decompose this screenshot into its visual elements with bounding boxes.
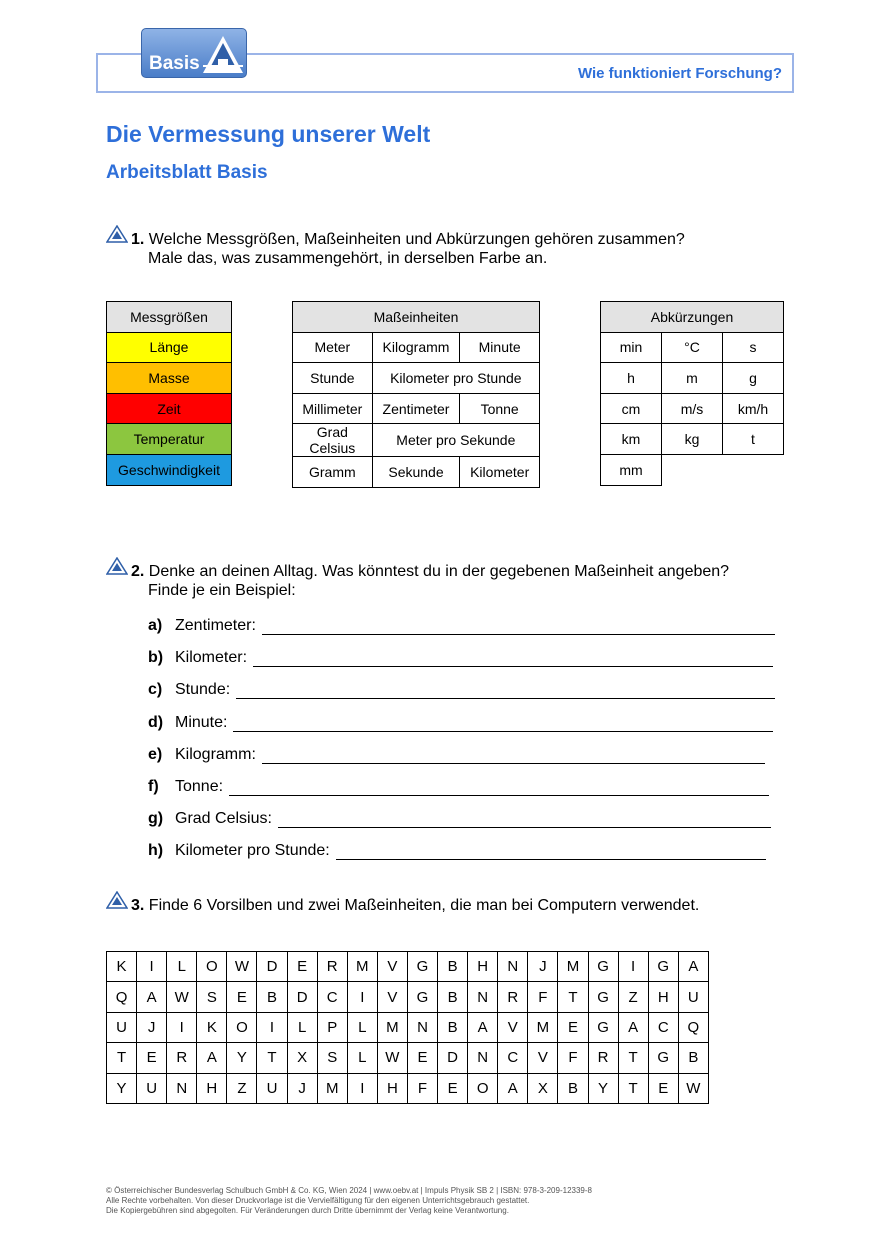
item-label: Grad Celsius: — [175, 810, 272, 828]
grid-letter[interactable]: G — [407, 952, 437, 982]
table-cell[interactable]: km — [601, 424, 662, 455]
table-header: Maßeinheiten — [293, 302, 540, 333]
footer-line: Alle Rechte vorbehalten. Von dieser Druckvorlage ist die Vervielfältigung für den eigenen Unterrichtsgebrauch gestattet. — [106, 1196, 530, 1205]
grid-letter[interactable]: A — [137, 982, 167, 1012]
abkuerzungen-table — [600, 301, 784, 486]
grid-letter[interactable]: G — [588, 1012, 618, 1042]
grid-letter[interactable]: A — [498, 1073, 528, 1103]
grid-letter[interactable]: A — [618, 1012, 648, 1042]
cell-temperatur[interactable]: Temperatur — [107, 424, 232, 455]
item-letter: b) — [148, 649, 164, 667]
grid-letter[interactable]: M — [558, 952, 588, 982]
grid-letter[interactable]: I — [618, 952, 648, 982]
header-subject: Wie funktioniert Forschung? — [577, 65, 782, 82]
grid-letter[interactable]: E — [137, 1043, 167, 1073]
answer-line[interactable] — [233, 731, 773, 732]
basis-triangle-icon — [106, 891, 128, 909]
task-number: 3. — [131, 897, 145, 914]
table-cell[interactable]: Grad Celsius — [293, 424, 373, 457]
footer-line: Die Kopiergebühren sind abgegolten. Für Veränderungen durch Dritte übernimmt der Verlag keine Verantwortung. — [106, 1206, 509, 1215]
grid-letter[interactable]: J — [137, 1012, 167, 1042]
table-cell[interactable]: Zentimeter — [372, 393, 460, 424]
grid-letter[interactable]: X — [528, 1073, 558, 1103]
footer-line: © Österreichischer Bundesverlag Schulbuch GmbH & Co. KG, Wien 2024 | www.oebv.at | Impuls Physik SB 2 | ISBN: 978-3-209-12339-8 — [106, 1186, 592, 1195]
item-label: Stunde: — [175, 681, 231, 699]
answer-item — [148, 778, 788, 810]
grid-letter[interactable]: C — [648, 1012, 678, 1042]
grid-letter[interactable]: O — [197, 952, 227, 982]
grid-letter[interactable]: U — [678, 982, 708, 1012]
item-letter: e) — [148, 745, 163, 763]
grid-row — [107, 1043, 709, 1073]
table-cell[interactable]: m/s — [662, 393, 723, 424]
grid-letter[interactable]: V — [377, 982, 407, 1012]
basis-triangle-icon — [106, 225, 128, 243]
grid-letter[interactable]: N — [167, 1073, 197, 1103]
grid-letter[interactable]: B — [438, 1012, 468, 1042]
grid-letter[interactable]: Y — [588, 1073, 618, 1103]
answer-item — [148, 746, 788, 778]
grid-letter[interactable]: W — [227, 952, 257, 982]
item-label: Kilometer pro Stunde: — [175, 842, 330, 860]
task-text-line1: Denke an deinen Alltag. Was könntest du in der gegebenen Maßeinheit angeben? — [148, 563, 730, 580]
grid-letter[interactable]: H — [377, 1073, 407, 1103]
grid-letter[interactable]: T — [257, 1043, 287, 1073]
grid-letter[interactable]: E — [287, 952, 317, 982]
answer-line[interactable] — [253, 666, 773, 667]
table-cell[interactable]: Minute — [460, 332, 540, 363]
grid-letter[interactable]: G — [588, 952, 618, 982]
grid-letter[interactable]: L — [347, 1012, 377, 1042]
grid-letter[interactable]: W — [678, 1073, 708, 1103]
grid-letter[interactable]: B — [558, 1073, 588, 1103]
basis-logo — [141, 28, 247, 78]
item-letter: d) — [148, 713, 164, 731]
grid-letter[interactable]: G — [588, 982, 618, 1012]
grid-letter[interactable]: P — [317, 1012, 347, 1042]
table-cell[interactable]: Sekunde — [372, 457, 460, 488]
item-label: Minute: — [175, 713, 228, 731]
answer-line[interactable] — [262, 634, 775, 635]
grid-letter[interactable]: X — [287, 1043, 317, 1073]
grid-letter[interactable]: Y — [227, 1043, 257, 1073]
grid-letter[interactable]: S — [197, 982, 227, 1012]
grid-letter[interactable]: L — [167, 952, 197, 982]
grid-letter[interactable]: A — [678, 952, 708, 982]
task-3-instructions — [131, 896, 699, 915]
grid-letter[interactable]: E — [648, 1073, 678, 1103]
cell-laenge[interactable]: Länge — [107, 332, 232, 363]
table-cell[interactable]: km/h — [723, 393, 784, 424]
table-cell[interactable]: Stunde — [293, 363, 373, 394]
grid-letter[interactable]: I — [347, 1073, 377, 1103]
grid-letter[interactable]: E — [407, 1043, 437, 1073]
table-cell[interactable]: kg — [662, 424, 723, 455]
grid-letter[interactable]: D — [257, 952, 287, 982]
messgroessen-table — [106, 301, 232, 486]
answer-list — [148, 617, 788, 875]
grid-letter[interactable]: K — [197, 1012, 227, 1042]
grid-letter[interactable]: D — [438, 1043, 468, 1073]
item-label: Kilometer: — [175, 649, 248, 667]
basis-triangle-icon — [106, 557, 128, 575]
masseinheiten-table — [292, 301, 540, 488]
grid-letter[interactable]: M — [377, 1012, 407, 1042]
grid-letter[interactable]: J — [287, 1073, 317, 1103]
table-cell[interactable]: g — [723, 363, 784, 394]
answer-item — [148, 842, 788, 874]
page-title: Die Vermessung unserer Welt — [106, 121, 431, 147]
task-1-instructions — [131, 230, 685, 268]
grid-letter[interactable]: G — [648, 952, 678, 982]
grid-letter[interactable]: C — [317, 982, 347, 1012]
cell-masse[interactable]: Masse — [107, 363, 232, 394]
table-header: Abkürzungen — [601, 302, 784, 333]
answer-item — [148, 649, 788, 681]
grid-letter[interactable]: B — [678, 1043, 708, 1073]
task-text-line1: Finde 6 Vorsilben und zwei Maßeinheiten, die man bei Computern verwendet. — [148, 897, 700, 914]
grid-letter[interactable]: F — [558, 1043, 588, 1073]
grid-letter[interactable]: B — [438, 982, 468, 1012]
grid-letter[interactable]: B — [257, 982, 287, 1012]
table-cell[interactable]: h — [601, 363, 662, 394]
grid-letter[interactable]: Y — [107, 1073, 137, 1103]
grid-letter[interactable]: R — [317, 952, 347, 982]
grid-letter[interactable]: M — [317, 1073, 347, 1103]
grid-letter[interactable]: N — [468, 982, 498, 1012]
grid-letter[interactable]: O — [227, 1012, 257, 1042]
logo-text: Basis — [149, 53, 200, 74]
table-cell[interactable]: Meter pro Sekunde — [372, 424, 539, 457]
answer-line[interactable] — [229, 795, 769, 796]
grid-letter[interactable]: T — [618, 1043, 648, 1073]
item-label: Tonne: — [175, 777, 224, 795]
grid-row — [107, 1012, 709, 1042]
grid-letter[interactable]: F — [407, 1073, 437, 1103]
grid-letter[interactable]: R — [588, 1043, 618, 1073]
grid-letter[interactable]: V — [528, 1043, 558, 1073]
grid-letter[interactable]: H — [468, 952, 498, 982]
grid-letter[interactable]: H — [197, 1073, 227, 1103]
item-letter: h) — [148, 842, 164, 860]
grid-letter[interactable]: W — [377, 1043, 407, 1073]
table-cell[interactable]: s — [723, 332, 784, 363]
grid-letter[interactable]: Q — [107, 982, 137, 1012]
table-cell[interactable]: t — [723, 424, 784, 455]
grid-row — [107, 982, 709, 1012]
table-cell[interactable]: Kilometer pro Stunde — [372, 363, 539, 394]
table-cell[interactable]: Meter — [293, 332, 373, 363]
grid-letter[interactable]: Z — [227, 1073, 257, 1103]
triangle-logo-icon — [200, 33, 246, 77]
table-cell[interactable]: Kilogramm — [372, 332, 460, 363]
grid-letter[interactable]: E — [558, 1012, 588, 1042]
item-letter: c) — [148, 681, 163, 699]
grid-row — [107, 1073, 709, 1103]
grid-letter[interactable]: I — [137, 952, 167, 982]
item-letter: f) — [148, 777, 159, 795]
grid-letter[interactable]: G — [407, 982, 437, 1012]
grid-letter[interactable]: I — [167, 1012, 197, 1042]
item-label: Zentimeter: — [175, 617, 256, 634]
answer-line[interactable] — [278, 827, 771, 828]
task-text-line2: Finde je ein Beispiel: — [148, 582, 296, 599]
item-label: Kilogramm: — [175, 745, 256, 763]
grid-letter[interactable]: Z — [618, 982, 648, 1012]
grid-letter[interactable]: I — [257, 1012, 287, 1042]
table-cell[interactable]: °C — [662, 332, 723, 363]
grid-letter[interactable]: V — [498, 1012, 528, 1042]
grid-letter[interactable]: G — [648, 1043, 678, 1073]
answer-line[interactable] — [262, 763, 765, 764]
grid-letter[interactable]: L — [287, 1012, 317, 1042]
grid-letter[interactable]: M — [347, 952, 377, 982]
answer-line[interactable] — [236, 698, 775, 699]
cell-zeit[interactable]: Zeit — [107, 393, 232, 424]
grid-letter[interactable]: C — [498, 1043, 528, 1073]
grid-letter[interactable]: V — [377, 952, 407, 982]
item-letter: g) — [148, 810, 164, 828]
grid-letter[interactable]: W — [167, 982, 197, 1012]
table-cell[interactable]: m — [662, 363, 723, 394]
grid-letter[interactable]: K — [107, 952, 137, 982]
grid-letter[interactable]: J — [528, 952, 558, 982]
grid-letter[interactable]: S — [317, 1043, 347, 1073]
grid-letter[interactable]: N — [498, 952, 528, 982]
grid-letter[interactable]: U — [257, 1073, 287, 1103]
table-cell[interactable]: Tonne — [460, 393, 540, 424]
grid-letter[interactable]: B — [438, 952, 468, 982]
grid-letter[interactable]: E — [227, 982, 257, 1012]
grid-letter[interactable]: N — [407, 1012, 437, 1042]
grid-letter[interactable]: A — [197, 1043, 227, 1073]
answer-line[interactable] — [336, 859, 766, 860]
grid-letter[interactable]: F — [528, 982, 558, 1012]
grid-letter[interactable]: T — [558, 982, 588, 1012]
grid-letter[interactable]: I — [347, 982, 377, 1012]
task-text-line2: Male das, was zusammengehört, in derselben Farbe an. — [148, 250, 548, 267]
item-letter: a) — [148, 617, 163, 634]
table-cell[interactable]: cm — [601, 393, 662, 424]
grid-letter[interactable]: M — [528, 1012, 558, 1042]
task-number: 2. — [131, 563, 145, 580]
footer-legal — [106, 1186, 592, 1216]
grid-letter[interactable]: R — [167, 1043, 197, 1073]
table-cell[interactable]: min — [601, 332, 662, 363]
table-cell[interactable]: Millimeter — [293, 393, 373, 424]
answer-item — [148, 617, 788, 649]
grid-letter[interactable]: R — [498, 982, 528, 1012]
answer-item — [148, 714, 788, 746]
grid-letter[interactable]: N — [468, 1043, 498, 1073]
task-text-line1: Welche Messgrößen, Maßeinheiten und Abkürzungen gehören zusammen? — [148, 231, 685, 248]
word-search-grid — [106, 951, 709, 1104]
table-cell[interactable]: Gramm — [293, 457, 373, 488]
grid-letter[interactable]: H — [648, 982, 678, 1012]
grid-letter[interactable]: D — [287, 982, 317, 1012]
grid-letter[interactable]: L — [347, 1043, 377, 1073]
table-cell[interactable]: Kilometer — [460, 457, 540, 488]
task-2-instructions — [131, 562, 729, 600]
page-subtitle: Arbeitsblatt Basis — [106, 162, 268, 183]
grid-letter[interactable]: T — [618, 1073, 648, 1103]
grid-letter[interactable]: T — [107, 1043, 137, 1073]
grid-letter[interactable]: O — [468, 1073, 498, 1103]
table-cell[interactable]: mm — [601, 454, 662, 485]
grid-letter[interactable]: U — [107, 1012, 137, 1042]
task-number: 1. — [131, 231, 145, 248]
table-header: Messgrößen — [107, 302, 232, 333]
cell-geschwindigkeit[interactable]: Geschwindigkeit — [107, 454, 232, 485]
grid-row — [107, 952, 709, 982]
grid-letter[interactable]: U — [137, 1073, 167, 1103]
empty-cell — [723, 454, 784, 485]
grid-letter[interactable]: A — [468, 1012, 498, 1042]
answer-item — [148, 810, 788, 842]
empty-cell — [662, 454, 723, 485]
grid-letter[interactable]: Q — [678, 1012, 708, 1042]
grid-letter[interactable]: E — [438, 1073, 468, 1103]
answer-item — [148, 681, 788, 713]
